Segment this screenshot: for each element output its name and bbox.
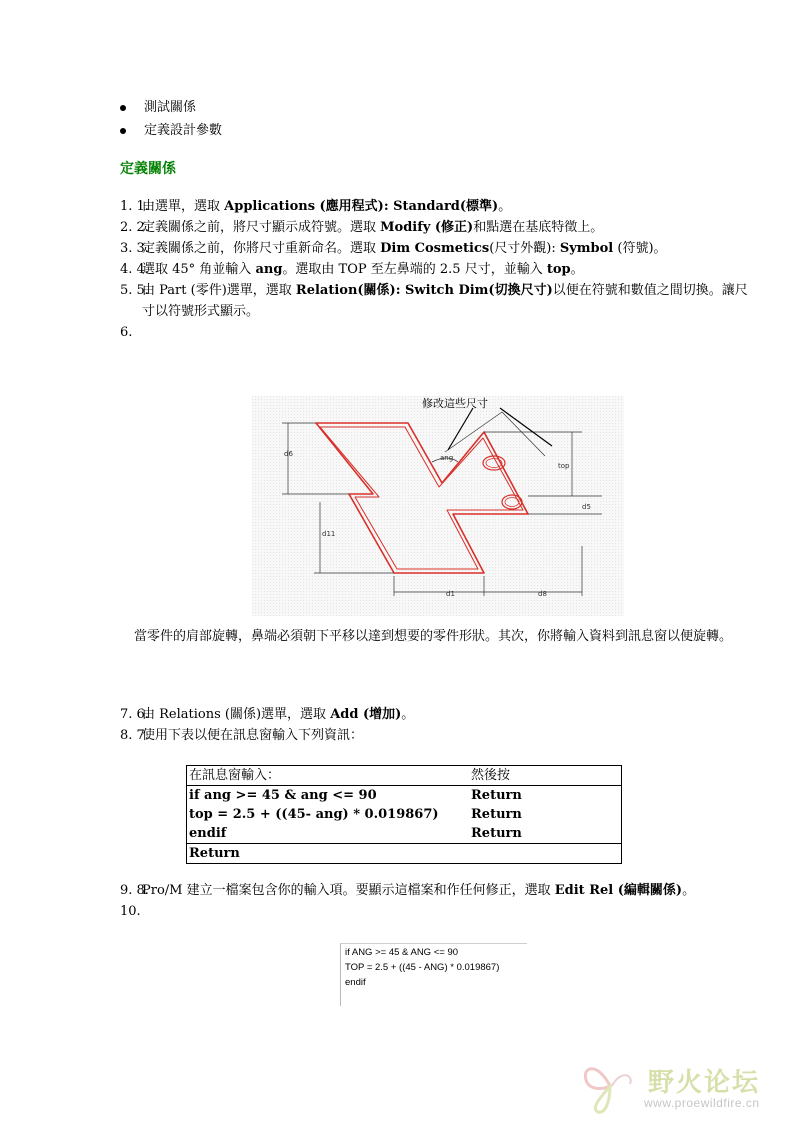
relations-input-table <box>186 765 622 864</box>
objective-list <box>120 98 222 144</box>
code-line: endif <box>345 977 366 988</box>
step-6 <box>120 322 748 343</box>
objective-item: 測試關係 <box>120 98 222 121</box>
step-number: 7. 6. <box>120 707 149 722</box>
step-menu-path: Applications (應用程式): Standard(標準) <box>224 199 499 214</box>
step-text: 由 Part (零件)選單，選取 <box>142 283 296 298</box>
key-name: Return <box>189 846 240 861</box>
table-row <box>187 786 622 806</box>
relations-file-screenshot <box>340 943 527 1006</box>
dim-label-d6: d6 <box>284 450 293 458</box>
step-9 <box>120 880 748 901</box>
step-number: 9. 8. <box>120 883 149 898</box>
step-text: 。選取由 TOP 至左鼻端的 2.5 尺寸，並輸入 <box>282 262 547 277</box>
table-cell <box>187 805 470 824</box>
annotation-label: 修改這些尺寸 <box>422 397 488 410</box>
step-10 <box>120 901 748 922</box>
table-cell <box>187 786 470 806</box>
table-cell <box>469 824 622 844</box>
dim-label-top: top <box>558 462 570 470</box>
step-menu-path: Dim Cosmetics <box>380 241 490 256</box>
step-text: 由 Relations (關係)選單，選取 <box>142 707 331 722</box>
step-number: 3. 3. <box>120 241 149 256</box>
table-header-row <box>187 766 622 786</box>
step-text: 選取 45° 角並輸入 <box>142 262 256 277</box>
step-number: 5. 5. <box>120 283 149 298</box>
dim-label-d5: d5 <box>582 503 591 511</box>
table-header-cell: 在訊息窗輸入： <box>187 766 470 786</box>
butterfly-logo-icon <box>580 1056 642 1116</box>
step-menu-path: Add (增加) <box>330 707 402 722</box>
objective-item: 定義設計參數 <box>120 121 222 144</box>
table-header-cell: 然後按 <box>469 766 622 786</box>
step-text: 由選單，選取 <box>142 199 225 214</box>
figure-caption: 當零件的肩部旋轉，鼻端必須朝下平移以達到想要的零件形狀。其次，你將輸入資料到訊息窗以便旋轉。 <box>133 629 732 644</box>
step-text: 定義關係之前，你將尺寸重新命名。選取 <box>142 241 381 256</box>
step-number: 6. <box>120 325 133 340</box>
section-heading: 定義關係 <box>120 161 176 177</box>
forum-watermark <box>580 1056 780 1116</box>
step-text: Pro/M 建立一檔案包含你的輸入項。要顯示這檔案和作任何修正，選取 <box>142 883 555 898</box>
table-cell <box>469 805 622 824</box>
key-name: Return <box>471 807 522 822</box>
step-number: 1. 1. <box>120 199 149 214</box>
dim-label-d1: d1 <box>446 590 455 598</box>
step-3 <box>120 238 748 259</box>
step-8 <box>120 725 748 746</box>
input-code: if ang >= 45 & ang <= 90 <box>189 788 377 803</box>
step-text: 。 <box>498 199 512 214</box>
step-text: 定義關係之前，將尺寸顯示成符號。選取 <box>142 220 381 235</box>
step-2 <box>120 217 748 238</box>
step-number: 4. 4. <box>120 262 149 277</box>
watermark-url: www.proewildfire.cn <box>644 1096 760 1110</box>
dim-label-d11: d11 <box>322 530 336 538</box>
step-1 <box>120 196 748 217</box>
watermark-title: 野火论坛 <box>648 1068 761 1098</box>
step-keyword: ang <box>255 262 283 277</box>
drawing-background <box>252 396 624 616</box>
code-line: if ANG >= 45 & ANG <= 90 <box>345 947 459 958</box>
step-text: 使用下表以便在訊息窗輸入下列資訊： <box>142 728 364 743</box>
step-text: (尺寸外觀): <box>489 241 560 256</box>
step-text: 和點選在基底特徵上。 <box>473 220 604 235</box>
steps-list-1 <box>120 196 748 343</box>
code-line: TOP = 2.5 + ((45 - ANG) * 0.019867) <box>345 962 500 973</box>
step-number: 8. 7. <box>120 728 149 743</box>
step-menu-path: Symbol <box>559 241 614 256</box>
steps-list-2 <box>120 704 748 746</box>
step-number: 10. <box>120 904 141 919</box>
table-row <box>187 805 622 824</box>
step-menu-path: Relation(關係): Switch Dim(切換尺寸) <box>295 283 553 298</box>
step-number: 2. 2. <box>120 220 149 235</box>
dim-label-d8: d8 <box>538 590 547 598</box>
step-text: 。 <box>401 707 415 722</box>
table-cell <box>469 786 622 806</box>
table-row <box>187 844 622 864</box>
step-keyword: top <box>546 262 571 277</box>
step-7 <box>120 704 748 725</box>
table-cell <box>187 844 622 864</box>
part-drawing <box>252 396 624 616</box>
steps-list-3 <box>120 880 748 922</box>
step-text: 。 <box>682 883 696 898</box>
dim-label-ang: ang <box>440 454 454 462</box>
step-4 <box>120 259 748 280</box>
table-row <box>187 824 622 844</box>
step-text: 以便在符號和數值之間切換。讓尺寸以符號形式顯示。 <box>142 283 748 319</box>
input-code: top = 2.5 + ((45- ang) * 0.019867) <box>189 807 439 822</box>
input-code: endif <box>189 826 227 841</box>
step-text: (符號)。 <box>613 241 667 256</box>
key-name: Return <box>471 826 522 841</box>
step-5 <box>120 280 748 322</box>
step-menu-path: Modify (修正) <box>380 220 474 235</box>
table-cell <box>187 824 470 844</box>
key-name: Return <box>471 788 522 803</box>
step-text: 。 <box>570 262 584 277</box>
step-menu-path: Edit Rel (編輯關係) <box>554 883 683 898</box>
